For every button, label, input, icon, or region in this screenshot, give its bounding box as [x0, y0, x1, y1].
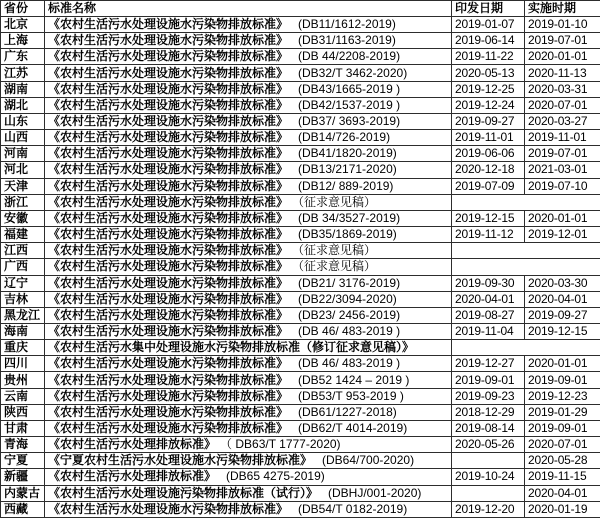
table-row — [1, 404, 600, 420]
impl-date-cell: 2021-03-01 — [525, 162, 600, 178]
standard-code: (DB32/T 3462-2020) — [298, 65, 408, 80]
standard-cell — [45, 469, 452, 485]
standard-code: （ DB63/T 1777-2020) — [226, 437, 341, 452]
impl-date-cell: 2020-01-01 — [525, 210, 600, 226]
province-cell: 福建 — [1, 227, 45, 243]
impl-date-cell: 2019-07-10 — [525, 178, 600, 194]
dates-empty-cell — [452, 259, 600, 275]
impl-date-cell: 2019-01-10 — [525, 17, 600, 33]
standard-title: 《农村生活污水处理设施水污染物排放标准》 — [48, 420, 289, 435]
issue-date-cell: 2019-12-15 — [452, 210, 525, 226]
standard-title: 《农村生活污水处理设施水污染物排放标准》 — [48, 162, 289, 177]
province-cell: 江西 — [1, 243, 45, 259]
standard-title: 《农村生活污水处理设施水污染物排放标准》 — [48, 65, 289, 80]
table-row — [1, 178, 600, 194]
table-row — [1, 453, 600, 469]
table-row — [1, 65, 600, 81]
standard-title: 《农村生活污水处理设施水污染物排放标准》 — [48, 227, 289, 242]
standard-title: 《农村生活污水集中处理设施水污染物排放标准（修订征求意见稿）》 — [48, 340, 415, 355]
table-body — [1, 17, 600, 518]
impl-date-cell: 2020-04-01 — [525, 291, 600, 307]
standard-cell — [45, 210, 452, 226]
standard-cell — [45, 259, 452, 275]
table-row — [1, 340, 600, 356]
standard-title: 《农村生活污水处理设施水污染物排放标准》 — [48, 130, 289, 145]
standard-cell — [45, 130, 452, 146]
table-row — [1, 275, 600, 291]
province-cell: 河南 — [1, 146, 45, 162]
province-cell: 四川 — [1, 356, 45, 372]
standard-code: (DB35/1869-2019) — [298, 227, 397, 242]
table-row — [1, 97, 600, 113]
issue-date-cell: 2019-06-14 — [452, 33, 525, 49]
standard-code: (DB 44/2208-2019) — [298, 49, 401, 64]
issue-date-cell — [452, 453, 525, 469]
table-row — [1, 307, 600, 323]
standard-cell — [45, 501, 452, 517]
standard-code: (DB12/ 889-2019) — [298, 178, 394, 193]
table-header-row — [1, 1, 600, 17]
standard-cell — [45, 388, 452, 404]
province-cell: 云南 — [1, 388, 45, 404]
standard-cell — [45, 404, 452, 420]
impl-date-cell: 2020-03-27 — [525, 113, 600, 129]
table-row — [1, 130, 600, 146]
province-cell: 重庆 — [1, 340, 45, 356]
standard-title: 《农村生活污水处理设施水污染物排放标准》 — [48, 259, 289, 274]
province-cell: 浙江 — [1, 194, 45, 210]
standard-cell — [45, 340, 452, 356]
province-cell: 宁夏 — [1, 453, 45, 469]
standard-title: 《农村生活污水处理设施污染物排放标准（试行）》 — [48, 485, 319, 500]
issue-date-cell: 2019-10-24 — [452, 469, 525, 485]
province-cell: 内蒙古 — [1, 485, 45, 501]
issue-date-cell: 2019-09-23 — [452, 388, 525, 404]
issue-date-cell: 2019-12-25 — [452, 81, 525, 97]
standard-code: (DB 46/ 483-2019 ) — [298, 356, 401, 371]
standard-code: (DB62/T 4014-2019) — [298, 420, 408, 435]
standard-title: 《农村生活污水处理设施水污染物排放标准》 — [48, 114, 289, 129]
standard-cell — [45, 356, 452, 372]
table-row — [1, 437, 600, 453]
province-cell: 江苏 — [1, 65, 45, 81]
dates-empty-cell — [452, 243, 600, 259]
standard-title: 《农村生活污水处理设施水污染物排放标准》 — [48, 17, 289, 32]
province-cell: 海南 — [1, 323, 45, 339]
issue-date-cell: 2019-11-22 — [452, 49, 525, 65]
standard-title: 《农村生活污水处理设施水污染物排放标准》 — [48, 501, 289, 516]
issue-date-cell: 2019-06-06 — [452, 146, 525, 162]
province-cell: 天津 — [1, 178, 45, 194]
province-cell: 广东 — [1, 49, 45, 65]
standard-cell — [45, 97, 452, 113]
standard-cell — [45, 275, 452, 291]
impl-date-cell: 2020-07-01 — [525, 437, 600, 453]
standard-code: （征求意见稿） — [298, 194, 377, 209]
province-cell: 山东 — [1, 113, 45, 129]
standard-title: 《宁夏农村生活污水处理设施水污染物排放标准》 — [48, 453, 313, 468]
standard-code: （征求意见稿） — [298, 259, 377, 274]
standard-cell — [45, 453, 452, 469]
province-cell: 北京 — [1, 17, 45, 33]
standard-code: (DB22/3094-2020) — [298, 291, 397, 306]
standard-cell — [45, 323, 452, 339]
standard-cell — [45, 485, 452, 501]
standard-cell — [45, 146, 452, 162]
issue-date-cell: 2019-08-14 — [452, 420, 525, 436]
issue-date-cell: 2019-11-01 — [452, 130, 525, 146]
standard-cell — [45, 227, 452, 243]
table-row — [1, 372, 600, 388]
province-cell: 山西 — [1, 130, 45, 146]
standard-code: (DB43/1665-2019 ) — [298, 81, 401, 96]
standard-code: (DB54/T 0182-2019) — [298, 501, 408, 516]
standard-title: 《农村生活污水处理设施水污染物排放标准》 — [48, 307, 289, 322]
column-header-standard-name: 标准名称 — [45, 1, 452, 17]
province-cell: 河北 — [1, 162, 45, 178]
impl-date-cell: 2019-11-15 — [525, 469, 600, 485]
standard-cell — [45, 33, 452, 49]
standard-title: 《农村生活污水处理设施水污染物排放标准》 — [48, 97, 289, 112]
standard-code: (DB23/ 2456-2019) — [298, 307, 401, 322]
impl-date-cell: 2020-11-13 — [525, 65, 600, 81]
standard-code: (DB13/2171-2020) — [298, 162, 397, 177]
standard-title: 《农村生活污水处理设施水污染物排放标准》 — [48, 356, 289, 371]
province-cell: 甘肃 — [1, 420, 45, 436]
standard-title: 《农村生活污水处理排放标准》 — [48, 469, 217, 484]
table-row — [1, 210, 600, 226]
table-row — [1, 388, 600, 404]
column-header-province: 省份 — [1, 1, 45, 17]
standard-cell — [45, 162, 452, 178]
standard-code: (DB41/1820-2019) — [298, 146, 397, 161]
dates-empty-cell — [452, 340, 600, 356]
standard-cell — [45, 17, 452, 33]
standard-title: 《农村生活污水处理设施水污染物排放标准》 — [48, 81, 289, 96]
dates-empty-cell — [452, 194, 600, 210]
issue-date-cell: 2019-11-12 — [452, 227, 525, 243]
impl-date-cell: 2019-01-29 — [525, 404, 600, 420]
standard-title: 《农村生活污水处理设施水污染物排放标准》 — [48, 210, 289, 225]
standard-code: (DB42/1537-2019 ) — [298, 97, 401, 112]
issue-date-cell: 2019-11-04 — [452, 323, 525, 339]
province-cell: 湖南 — [1, 81, 45, 97]
standard-title: 《农村生活污水处理设施水污染物排放标准》 — [48, 49, 289, 64]
table-row — [1, 194, 600, 210]
table-row — [1, 291, 600, 307]
table-row — [1, 243, 600, 259]
province-cell: 湖北 — [1, 97, 45, 113]
standard-cell — [45, 65, 452, 81]
issue-date-cell: 2019-09-30 — [452, 275, 525, 291]
standard-code: (DB61/1227-2018) — [298, 404, 397, 419]
province-cell: 西藏 — [1, 501, 45, 517]
column-header-issue-date: 印发日期 — [452, 1, 525, 17]
issue-date-cell: 2020-05-26 — [452, 437, 525, 453]
impl-date-cell: 2019-12-23 — [525, 388, 600, 404]
issue-date-cell: 2019-01-07 — [452, 17, 525, 33]
standard-title: 《农村生活污水处理设施水污染物排放标准》 — [48, 372, 289, 387]
standard-code: (DBHJ/001-2020) — [328, 485, 422, 500]
issue-date-cell: 2019-09-27 — [452, 113, 525, 129]
impl-date-cell: 2020-03-31 — [525, 81, 600, 97]
standard-cell — [45, 178, 452, 194]
standard-title: 《农村生活污水处理设施水污染物排放标准》 — [48, 33, 289, 48]
table-row — [1, 323, 600, 339]
impl-date-cell: 2019-12-15 — [525, 323, 600, 339]
province-cell: 广西 — [1, 259, 45, 275]
standard-code: (DB64/700-2020) — [322, 453, 415, 468]
standard-title: 《农村生活污水处理设施水污染物排放标准》 — [48, 324, 289, 339]
standard-title: 《农村生活污水处理排放标准》 — [48, 437, 217, 452]
table-row — [1, 501, 600, 517]
standard-code: (DB52 1424 – 2019 ) — [298, 372, 410, 387]
issue-date-cell: 2019-12-27 — [452, 356, 525, 372]
table-row — [1, 17, 600, 33]
standard-cell — [45, 113, 452, 129]
issue-date-cell: 2019-08-27 — [452, 307, 525, 323]
standard-code: (DB11/1612-2019) — [298, 17, 396, 32]
table-row — [1, 469, 600, 485]
province-cell: 新疆 — [1, 469, 45, 485]
impl-date-cell: 2019-09-27 — [525, 307, 600, 323]
standard-cell — [45, 437, 452, 453]
issue-date-cell — [452, 485, 525, 501]
standard-code: (DB37/ 3693-2019) — [298, 114, 401, 129]
impl-date-cell: 2019-09-01 — [525, 420, 600, 436]
standard-code: (DB31/1163-2019) — [298, 33, 396, 48]
table-row — [1, 259, 600, 275]
table-row — [1, 162, 600, 178]
standard-cell — [45, 307, 452, 323]
impl-date-cell: 2020-04-01 — [525, 485, 600, 501]
issue-date-cell: 2019-07-09 — [452, 178, 525, 194]
province-cell: 贵州 — [1, 372, 45, 388]
table-row — [1, 49, 600, 65]
impl-date-cell: 2020-07-01 — [525, 97, 600, 113]
standard-cell — [45, 291, 452, 307]
table-row — [1, 33, 600, 49]
province-cell: 青海 — [1, 437, 45, 453]
standard-title: 《农村生活污水处理设施水污染物排放标准》 — [48, 275, 289, 290]
impl-date-cell: 2020-01-01 — [525, 356, 600, 372]
standard-title: 《农村生活污水处理设施水污染物排放标准》 — [48, 146, 289, 161]
standard-title: 《农村生活污水处理设施水污染物排放标准》 — [48, 243, 289, 258]
impl-date-cell: 2020-03-30 — [525, 275, 600, 291]
standard-title: 《农村生活污水处理设施水污染物排放标准》 — [48, 178, 289, 193]
province-cell: 黑龙江 — [1, 307, 45, 323]
impl-date-cell: 2019-07-01 — [525, 33, 600, 49]
column-header-impl-date: 实施时期 — [525, 1, 600, 17]
issue-date-cell: 2019-12-24 — [452, 97, 525, 113]
standard-code: (DB 46/ 483-2019 ) — [298, 324, 401, 339]
impl-date-cell: 2020-05-28 — [525, 453, 600, 469]
province-cell: 上海 — [1, 33, 45, 49]
table-row — [1, 485, 600, 501]
standard-title: 《农村生活污水处理设施水污染物排放标准》 — [48, 404, 289, 419]
impl-date-cell: 2019-11-01 — [525, 130, 600, 146]
issue-date-cell: 2018-12-29 — [452, 404, 525, 420]
standard-title: 《农村生活污水处理设施水污染物排放标准》 — [48, 388, 289, 403]
impl-date-cell: 2019-09-01 — [525, 372, 600, 388]
standard-cell — [45, 49, 452, 65]
issue-date-cell: 2020-12-18 — [452, 162, 525, 178]
issue-date-cell: 2019-09-01 — [452, 372, 525, 388]
impl-date-cell: 2019-07-01 — [525, 146, 600, 162]
standard-title: 《农村生活污水处理设施水污染物排放标准》 — [48, 194, 289, 209]
standard-cell — [45, 372, 452, 388]
province-cell: 安徽 — [1, 210, 45, 226]
table-row — [1, 356, 600, 372]
table-row — [1, 227, 600, 243]
standard-code: (DB 34/3527-2019) — [298, 210, 401, 225]
province-cell: 陕西 — [1, 404, 45, 420]
standard-code: (DB53/T 953-2019 ) — [298, 388, 404, 403]
table-row — [1, 420, 600, 436]
issue-date-cell: 2020-05-13 — [452, 65, 525, 81]
standard-cell — [45, 243, 452, 259]
standard-cell — [45, 194, 452, 210]
issue-date-cell: 2019-12-20 — [452, 501, 525, 517]
standard-code: (DB65 4275-2019) — [226, 469, 325, 484]
standard-code: (DB21/ 3176-2019) — [298, 275, 401, 290]
standard-code: (DB14/726-2019) — [298, 130, 391, 145]
province-cell: 吉林 — [1, 291, 45, 307]
impl-date-cell: 2020-01-01 — [525, 49, 600, 65]
issue-date-cell: 2020-04-01 — [452, 291, 525, 307]
impl-date-cell: 2020-01-19 — [525, 501, 600, 517]
standard-title: 《农村生活污水处理设施水污染物排放标准》 — [48, 291, 289, 306]
table-row — [1, 146, 600, 162]
standard-code: （征求意见稿） — [298, 243, 377, 258]
table-row — [1, 113, 600, 129]
province-cell: 辽宁 — [1, 275, 45, 291]
table-row — [1, 81, 600, 97]
impl-date-cell: 2019-12-01 — [525, 227, 600, 243]
standard-cell — [45, 81, 452, 97]
standard-cell — [45, 420, 452, 436]
